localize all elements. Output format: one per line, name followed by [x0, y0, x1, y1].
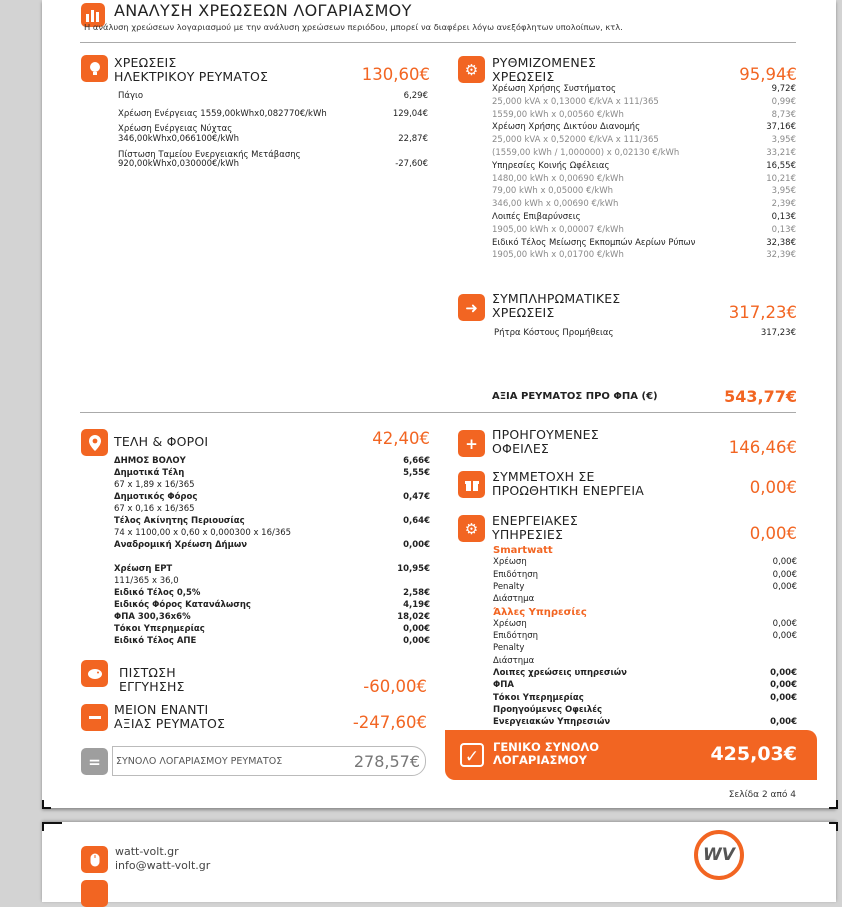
- line-item-value: 0,00€: [772, 581, 797, 592]
- supplementary-amount: 317,23€: [728, 303, 797, 322]
- value-before-vat-label: ΑΞΙΑ ΡΕΥΜΑΤΟΣ ΠΡΟ ΦΠΑ (€): [492, 391, 658, 402]
- line-item-label: Ειδικό Τέλος Μείωσης Εκπομπών Αερίων Ρύπων: [492, 237, 696, 248]
- line-item: [118, 159, 428, 170]
- line-item-label: Χρέωση: [493, 618, 527, 629]
- energy-services-amount: 0,00€: [749, 524, 797, 543]
- line-item: [492, 212, 796, 223]
- participation-amount: 0,00€: [749, 478, 797, 497]
- crop-mark: [42, 822, 62, 831]
- minus-icon: [81, 704, 108, 731]
- divider: [80, 42, 796, 43]
- line-item: [492, 84, 796, 95]
- line-item-value: 10,21€: [766, 173, 796, 184]
- mouse-icon: [81, 846, 108, 873]
- line-item-label: Ειδικό Τέλος ΑΠΕ: [114, 636, 197, 646]
- line-item: [114, 612, 430, 623]
- line-item-value: 0,00€: [403, 636, 430, 646]
- line-item-label: Διάστημα: [493, 594, 535, 605]
- line-item-label: 346,00kWhx0,066100€/kWh: [118, 134, 240, 144]
- line-item: [118, 109, 428, 120]
- line-item-value: 0,00€: [772, 557, 797, 568]
- line-item-label: 111/365 x 36,0: [114, 576, 179, 586]
- line-item-label: ΦΠΑ: [493, 680, 514, 691]
- line-item-value: 6,66€: [403, 456, 430, 466]
- lightbulb-icon: [81, 55, 108, 82]
- line-item: [114, 528, 430, 539]
- line-item: [492, 110, 796, 121]
- bill-page-2: [42, 0, 836, 808]
- line-item-label: Penalty: [493, 581, 525, 592]
- line-item: [114, 456, 430, 467]
- line-item-label: 1905,00 kWh x 0,00007 €/kWh: [492, 224, 624, 235]
- line-item: [492, 250, 796, 261]
- line-item: [493, 557, 797, 568]
- line-item: [114, 540, 430, 551]
- line-item: [493, 594, 797, 605]
- watt-volt-logo: [694, 830, 744, 880]
- line-item-value: 9,72€: [771, 84, 796, 94]
- divider: [80, 412, 796, 413]
- energy-gear-icon: ⚙: [458, 515, 485, 542]
- line-item: [114, 504, 430, 515]
- line-item-label: Χρέωση: [493, 557, 527, 568]
- line-item-value: 3,95€: [771, 135, 796, 146]
- line-item-value: 33,21€: [766, 148, 796, 158]
- taxes-amount: 42,40€: [372, 429, 430, 448]
- line-item-label: ΔΗΜΟΣ ΒΟΛΟΥ: [114, 456, 186, 466]
- electric-amount: 130,60€: [361, 65, 430, 84]
- line-item-value: 6,29€: [403, 91, 428, 101]
- crop-mark: [829, 822, 838, 831]
- line-item-label: ΦΠΑ 300,36x6%: [114, 612, 191, 622]
- line-item: [493, 656, 797, 667]
- logo-text: WV: [703, 845, 735, 865]
- bill-total-amount: 278,57€: [353, 752, 420, 771]
- line-item-label: 1559,00 kWh x 0,00560 €/kWh: [492, 109, 624, 120]
- line-item-value: 0,13€: [771, 212, 796, 222]
- deposit-credit-amount: -60,00€: [363, 677, 427, 696]
- line-item: [118, 91, 428, 102]
- line-item-value: 2,58€: [403, 588, 430, 598]
- minus-value-title: ΜΕΙΟΝ ΕΝΑΝΤΙ ΑΞΙΑΣ ΡΕΥΜΑΤΟΣ: [114, 702, 226, 731]
- line-item-value: 32,39€: [766, 250, 796, 261]
- line-item-label: Τέλος Ακίνητης Περιουσίας: [114, 516, 245, 526]
- checkmark-icon: ✓: [460, 743, 484, 767]
- line-item: [492, 122, 796, 133]
- page-subtitle: Η ανάλυση χρεώσεων λογαριασμού με την ανάλυση χρεώσεων περιόδου, μπορεί να διαφέρει λόγω ανεξόφλητων υπολοίπων, κτλ.: [84, 22, 623, 32]
- line-item: [114, 636, 430, 647]
- line-item-value: 317,23€: [760, 328, 796, 338]
- bill-total-label: ΣΥΝΟΛΟ ΛΟΓΑΡΙΑΣΜΟΥ ΡΕΥΜΑΤΟΣ: [116, 756, 283, 767]
- page-number: Σελίδα 2 από 4: [728, 790, 796, 800]
- line-item-label: 25,000 kVA x 0,52000 €/kVA x 111/365: [492, 135, 659, 146]
- line-item: [492, 174, 796, 185]
- line-item-label: (1559,00 kWh / 1,000000) x 0,02130 €/kWh: [492, 148, 680, 158]
- line-item-value: 22,87€: [398, 134, 428, 144]
- line-item-value: 0,00€: [772, 569, 797, 580]
- line-item: [492, 135, 796, 146]
- line-item-label: Χρέωση Χρήσης Δικτύου Διανομής: [492, 122, 641, 133]
- energy-services-title: ΕΝΕΡΓΕΙΑΚΕΣ ΥΠΗΡΕΣΙΕΣ: [492, 513, 578, 542]
- page-title: ΑΝΑΛΥΣΗ ΧΡΕΩΣΕΩΝ ΛΟΓΑΡΙΑΣΜΟΥ: [114, 1, 412, 20]
- line-item-value: 0,00€: [770, 692, 797, 703]
- line-item-value: 37,16€: [766, 122, 796, 133]
- line-item-label: Δημοτικά Τέλη: [114, 468, 185, 478]
- line-item-label: Ρήτρα Κόστους Προμήθειας: [494, 328, 614, 338]
- line-item-label: 346,00 kWh x 0,00690 €/kWh: [492, 199, 619, 210]
- line-item-value: 32,38€: [766, 237, 796, 248]
- line-item: [114, 576, 430, 587]
- line-item: [493, 570, 797, 581]
- deposit-credit-title: ΠΙΣΤΩΣΗ ΕΓΓΥΗΣΗΣ: [119, 665, 185, 694]
- line-item-value: 16,55€: [766, 160, 796, 171]
- line-item-value: 0,00€: [772, 618, 797, 629]
- line-item: [493, 631, 797, 642]
- line-item-label: 25,000 kVA x 0,13000 €/kVA x 111/365: [492, 96, 659, 107]
- piggy-bank-icon: [81, 660, 108, 687]
- line-item-label: Άλλες Υπηρεσίες: [493, 606, 587, 618]
- line-item: [118, 134, 428, 145]
- line-item-value: 0,00€: [770, 668, 797, 678]
- line-item-value: 0,00€: [770, 717, 797, 728]
- participation-title: ΣΥΜΜΕΤΟΧΗ ΣΕ ΠΡΟΩΘΗΤΙΚΗ ΕΝΕΡΓΕΙΑ: [492, 469, 645, 498]
- line-item-value: 0,00€: [770, 680, 797, 691]
- line-item-value: 0,13€: [771, 224, 796, 235]
- line-item: [493, 545, 797, 556]
- line-item: [492, 238, 796, 249]
- line-item: [492, 199, 796, 210]
- line-item-label: Πίστωση Ταμείου Ενεργειακής Μετάβασης: [118, 150, 301, 160]
- crop-mark: [829, 800, 838, 809]
- line-item-label: 79,00 kWh x 0,05000 €/kWh: [492, 186, 614, 197]
- line-item: [114, 480, 430, 491]
- line-item-label: Προηγούμενες Οφειλές: [493, 704, 603, 715]
- line-item: [493, 680, 797, 691]
- line-item-label: Smartwatt: [493, 545, 553, 556]
- line-item-value: 3,95€: [771, 186, 796, 197]
- line-item: [493, 668, 797, 679]
- line-item: [114, 624, 430, 635]
- line-item-label: 920,00kWhx0,030000€/kWh: [118, 159, 240, 169]
- electric-title: ΧΡΕΩΣΕΙΣ ΗΛΕΚΤΡΙΚΟΥ ΡΕΥΜΑΤΟΣ: [114, 55, 269, 84]
- line-item-label: Τόκοι Υπερημερίας: [493, 692, 584, 703]
- line-item: [114, 468, 430, 479]
- line-item: [492, 186, 796, 197]
- line-item-value: 0,00€: [772, 631, 797, 642]
- footer-email[interactable]: info@watt-volt.gr: [115, 859, 211, 872]
- line-item: [493, 619, 797, 630]
- line-item-label: Επιδότηση: [493, 631, 539, 642]
- value-before-vat-amount: 543,77€: [724, 387, 797, 406]
- previous-amount: 146,46€: [728, 438, 797, 457]
- line-item: [114, 600, 430, 611]
- line-item-label: 1905,00 kWh x 0,01700 €/kWh: [492, 250, 624, 261]
- line-item: [494, 328, 796, 339]
- line-item-label: Λοιπές Επιβαρύνσεις: [492, 212, 581, 222]
- line-item-value: 0,00€: [403, 624, 430, 634]
- line-item: [114, 564, 430, 575]
- supplementary-title: ΣΥΜΠΛΗΡΩΜΑΤΙΚΕΣ ΧΡΕΩΣΕΙΣ: [492, 291, 621, 320]
- line-item: [493, 582, 797, 593]
- line-item-label: Αναδρομική Χρέωση Δήμων: [114, 540, 248, 550]
- line-item: [114, 516, 430, 527]
- line-item-label: Χρέωση Χρήσης Συστήματος: [492, 84, 616, 94]
- location-pin-icon: [81, 429, 108, 456]
- minus-value-amount: -247,60€: [352, 713, 427, 732]
- line-item-label: Χρέωση Ενέργειας Νύχτας: [118, 124, 233, 134]
- line-item-label: Ενεργειακών Υπηρεσιών: [493, 717, 611, 728]
- equals-icon: =: [81, 748, 108, 775]
- footer-site[interactable]: watt-volt.gr: [115, 845, 179, 858]
- arrow-icon: ➜: [458, 294, 485, 321]
- bill-page-3-partial: [42, 822, 836, 902]
- line-item: [493, 705, 797, 716]
- line-item: [493, 643, 797, 654]
- crop-mark: [42, 800, 51, 809]
- line-item-label: Λοιπες χρεώσεις υπηρεσιών: [493, 668, 627, 678]
- regulated-amount: 95,94€: [739, 65, 797, 84]
- line-item-value: 8,73€: [771, 109, 796, 120]
- line-item-label: Πάγιο: [118, 91, 144, 101]
- line-item-label: 67 x 0,16 x 16/365: [114, 504, 195, 514]
- grand-total-title: ΓΕΝΙΚΟ ΣΥΝΟΛΟ ΛΟΓΑΡΙΑΣΜΟΥ: [493, 740, 600, 767]
- line-item-label: 1480,00 kWh x 0,00690 €/kWh: [492, 173, 624, 184]
- line-item: [493, 717, 797, 728]
- line-item-value: -27,60€: [395, 159, 428, 169]
- regulated-title: ΡΥΘΜΙΖΟΜΕΝΕΣ ΧΡΕΩΣΕΙΣ: [492, 55, 597, 84]
- line-item-value: 2,39€: [771, 199, 796, 210]
- line-item-value: 5,55€: [403, 468, 430, 478]
- line-item: [114, 492, 430, 503]
- line-item-label: Penalty: [493, 643, 525, 654]
- line-item: [492, 225, 796, 236]
- line-item-label: Χρέωση ΕΡΤ: [114, 564, 173, 574]
- line-item-label: Υπηρεσίες Κοινής Ωφέλειας: [492, 160, 610, 171]
- previous-title: ΠΡΟΗΓΟΥΜΕΝΕΣ ΟΦΕΙΛΕΣ: [492, 427, 599, 456]
- line-item: [492, 161, 796, 172]
- line-item: [493, 693, 797, 704]
- line-item-value: 0,00€: [403, 540, 430, 550]
- line-item-value: 0,64€: [403, 516, 430, 526]
- line-item-label: Τόκοι Υπερημερίας: [114, 624, 205, 634]
- gear-icon: ⚙: [458, 56, 485, 83]
- line-item-label: Δημοτικός Φόρος: [114, 492, 198, 502]
- line-item-value: 4,19€: [403, 600, 430, 610]
- line-item-label: Διάστημα: [493, 655, 535, 666]
- line-item-label: Επιδότηση: [493, 569, 539, 580]
- phone-icon: [81, 880, 108, 907]
- line-item-value: 129,04€: [392, 109, 428, 119]
- line-item-label: Ειδικός Φόρος Κατανάλωσης: [114, 600, 251, 610]
- line-item-value: 0,47€: [403, 492, 430, 502]
- line-item: [493, 607, 797, 618]
- line-item: [492, 97, 796, 108]
- line-item-label: 74 x 1100,00 x 0,60 x 0,000300 x 16/365: [114, 528, 292, 538]
- line-item-value: 18,02€: [397, 612, 430, 622]
- gift-icon: [458, 471, 485, 498]
- line-item-label: 67 x 1,89 x 16/365: [114, 480, 195, 490]
- plus-icon: +: [458, 430, 485, 457]
- taxes-title: ΤΕΛΗ & ΦΟΡΟΙ: [114, 434, 209, 449]
- line-item: [492, 148, 796, 159]
- line-item-value: 0,99€: [771, 96, 796, 107]
- line-item: [114, 588, 430, 599]
- line-item-label: Χρέωση Ενέργειας 1559,00kWhx0,082770€/kWh: [118, 109, 327, 119]
- line-item-label: Ειδικό Τέλος 0,5%: [114, 588, 201, 598]
- grand-total-amount: 425,03€: [710, 743, 797, 765]
- line-item-value: 10,95€: [397, 564, 430, 574]
